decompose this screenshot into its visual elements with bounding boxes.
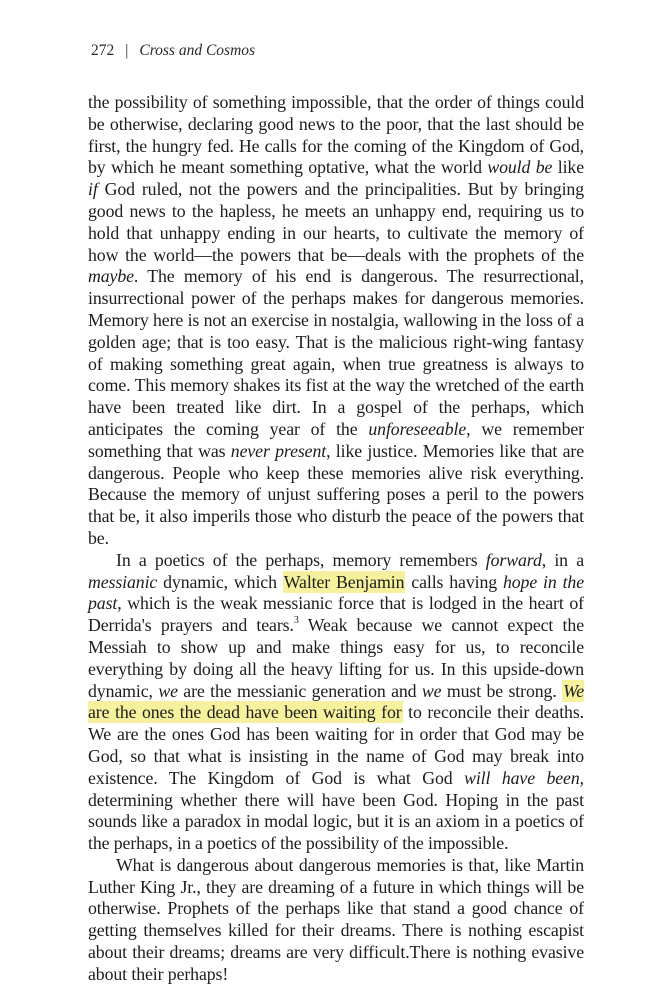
paragraph-1 [88,92,584,550]
highlight-walter-benjamin[interactable]: Walter Benjamin [283,571,405,592]
emphasis: we [158,680,178,701]
paragraph-3: What is dangerous about dangerous memories is that, like Martin Luther King Jr., they are dreaming of a future in which things will be otherwise. Prophets of the perhaps like that stand a good chance of getting themselves killed for their dreams. There is nothing escapist about their dreams; dreams are very difficult.There is nothing evasive about their perhaps! [88,854,584,984]
text-run: In a poetics of the perhaps, memory remembers [116,549,486,570]
text-run: , like justice. Memories like that are dangerous. People who keep these memories alive risk everything. Because the memory of unjust suffering poses a peril to the powers that be, it also imperils those who disturb the peace of the powers that be. [88,440,584,548]
text-run: like [552,157,584,178]
emphasis: never present [230,440,327,461]
emphasis: will have been [464,767,580,788]
text-run: dynamic, which [157,571,283,592]
emphasis: We [563,680,584,701]
text-run: must be strong. [441,680,563,701]
paragraph-2 [88,550,584,855]
emphasis: maybe [88,266,134,287]
emphasis: messianic [88,571,158,592]
text-run: God ruled, not the powers and the principalities. But by bringing good news to the hapless, he meets an unhappy end, requiring us to hold that unhappy ending in our hearts, to cultivate the memory of how the world—the powers that be—deals with the prophets of the [88,179,584,265]
text-run: calls having [405,571,503,592]
text-run: , determining whether there will have been God. Hoping in the past sounds like a paradox in modal logic, but it is an axiom in a poetics of the perhaps, in a poetics of the possibility of the impossible. [88,767,585,854]
emphasis: unforeseeable [368,418,467,439]
text-run: the possibility of something impossible, that the order of things could be otherwise, declaring good news to the poor, that the last should be first, the hungry fed. He calls for the coming of the Kingdom of God, by which he meant something optative, what the world [88,92,584,178]
text-run: , which is the weak messianic force that is lodged in the heart of Derrida's prayers and tears. [88,593,584,636]
text-run: , we remember something that was [88,418,584,461]
footnote-marker[interactable]: 3 [293,615,299,627]
header-separator: | [125,42,129,59]
emphasis: hope in the past [88,571,584,614]
text-run: . The memory of his end is dangerous. The resurrectional, insurrectional power of the perhaps makes for dangerous memories. Memory here is not an exercise in nostalgia, wallowing in the loss of a golden age; that is too easy. That is the malicious right-wing fantasy of making something great again, when true greatness is always to come. This memory shakes its fist at the way the wretched of the earth have been treated like dirt. In a gospel of the perhaps, which anticipates the coming year of the [88,266,584,439]
book-title: Cross and Cosmos [139,42,256,59]
emphasis: if [88,179,98,200]
emphasis: would be [487,157,553,178]
body-text [88,92,584,986]
emphasis: forward [485,549,542,570]
page-number: 272 [91,42,115,59]
text-run: are the messianic generation and [177,680,422,701]
running-head [91,42,255,60]
text-run: are the ones the dead have been waiting for [88,702,402,723]
emphasis: we [421,680,442,701]
text-run: , in a [541,549,584,570]
text-run: to reconcile their deaths. We are the ones God has been waiting for in order that God may be God, so that what is insisting in the name of God may break into existence. The Kingdom of God is what God [88,702,584,788]
text-run: Weak because we cannot expect the Messiah to show up and make things easy for us, to reconcile everything by doing all the heavy lifting for us. In this upside-down dynamic, [88,615,584,701]
